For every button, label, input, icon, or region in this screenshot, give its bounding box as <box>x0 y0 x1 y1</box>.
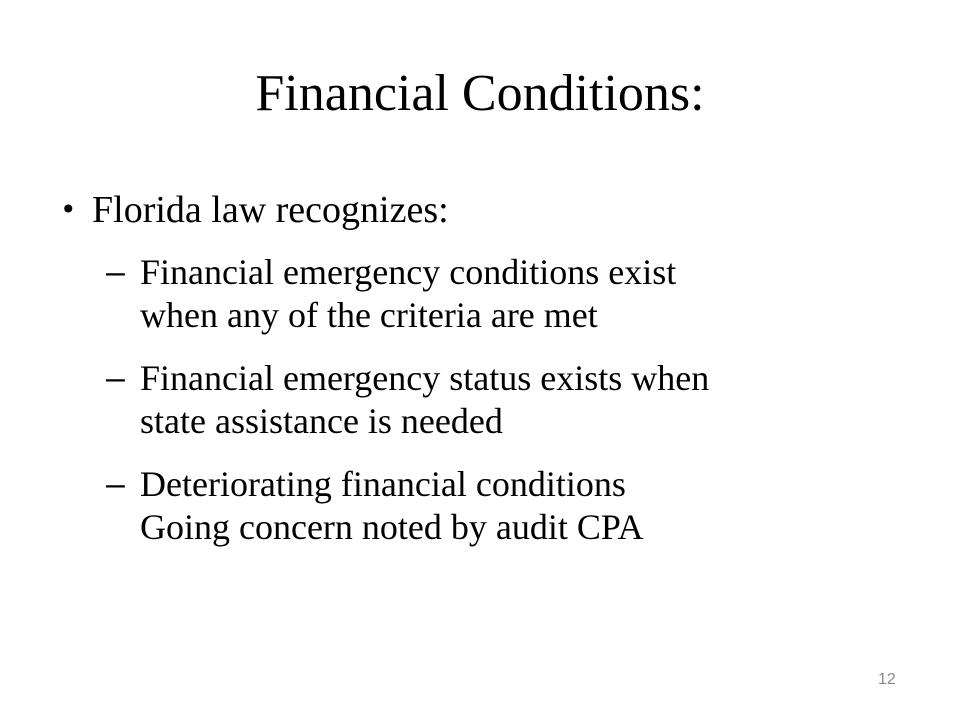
page-number: 12 <box>878 671 896 688</box>
dash-icon: – <box>106 359 125 397</box>
dash-icon: – <box>106 253 125 291</box>
sub-bullet-line: Going concern noted by audit CPA <box>140 507 644 547</box>
bullet-icon: • <box>60 193 77 226</box>
dash-icon: – <box>106 465 125 503</box>
sub-bullet-line: when any of the criteria are met <box>140 295 598 335</box>
sub-bullet-list <box>68 251 928 549</box>
sub-bullet-line: state assistance is needed <box>140 401 503 441</box>
sub-bullet-item <box>106 357 928 443</box>
sub-bullet-line: Financial emergency status exists when <box>140 358 710 398</box>
sub-bullet-item <box>106 463 928 549</box>
slide-content <box>60 186 928 569</box>
sub-bullet-line: Deteriorating financial conditions <box>140 464 626 504</box>
sub-bullet-item <box>106 251 928 337</box>
bullet-text: Florida law recognizes: <box>92 189 449 231</box>
sub-bullet-line: Financial emergency conditions exist <box>140 252 677 292</box>
slide-title: Financial Conditions: <box>255 65 705 122</box>
bullet-item <box>60 186 928 234</box>
